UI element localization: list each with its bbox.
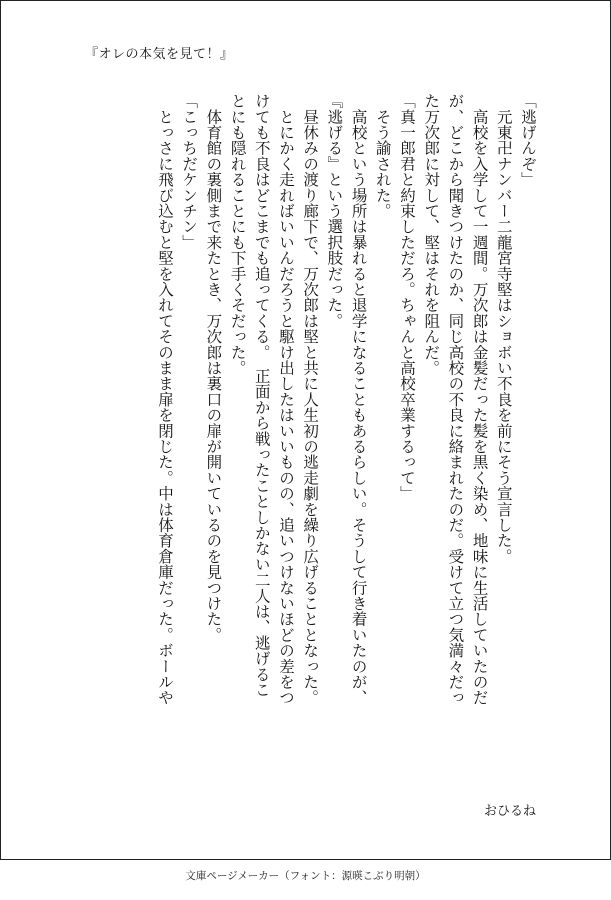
text-line: 『逃げる』という選択肢だった。	[325, 93, 344, 329]
text-line: けても不良はどこまでも追ってくる。 正面から戦ったことしかない二人は、逃げるこ	[252, 93, 271, 698]
text-line: た万次郎に対して、堅はそれを阻んだ。	[422, 93, 441, 376]
text-line: が、どこから聞きつけたのか、同じ高校の不良に絡まれたのだ。受けて立つ気満々だっ	[446, 93, 465, 706]
footer-credit: 文庫ページメーカー（フォント：源暎こぶり明朝）	[185, 870, 426, 882]
text-line: 体育館の裏側まで来たとき、万次郎は裏口の扉が開いているのを見つけた。	[204, 93, 223, 643]
text-line: 「こっちだケンチン」	[180, 93, 199, 250]
author-name: おひるね	[483, 804, 536, 819]
text-line: 高校を入学して一週間。万次郎は金髪だった髪を黒く染め、地味に生活していたのだ	[470, 93, 489, 706]
text-line: とにかく走ればいいんだろうと駆け出したはいいものの、追いつけないほどの差をつ	[276, 93, 295, 706]
text-line: とにも隠れることにも下手くそだった。	[228, 93, 247, 376]
text-line: 高校という場所は暴れると退学になることもあるらしい。そうして行き着いたのが、	[349, 93, 368, 706]
text-line: とっさに飛び込むと堅を入れてそのまま扉を閉じた。中は体育倉庫だった。ボールや	[155, 93, 174, 706]
text-line: 元東卍ナンバー二龍宮寺堅はショボい不良を前にそう宣言した。	[494, 93, 513, 564]
novel-body-text	[153, 93, 540, 783]
text-line: 「逃げんぞ」	[519, 93, 537, 188]
text-line: 「真一郎君と約束しただろ。ちゃんと高校卒業するって」	[397, 93, 416, 502]
text-line: 昼休みの渡り廊下で、万次郎は堅と共に人生初の逃走劇を繰り広げることとなった。	[301, 93, 320, 706]
book-title: 『オレの本気を見て！』	[85, 47, 234, 62]
text-line: そう諭された。	[373, 93, 392, 219]
